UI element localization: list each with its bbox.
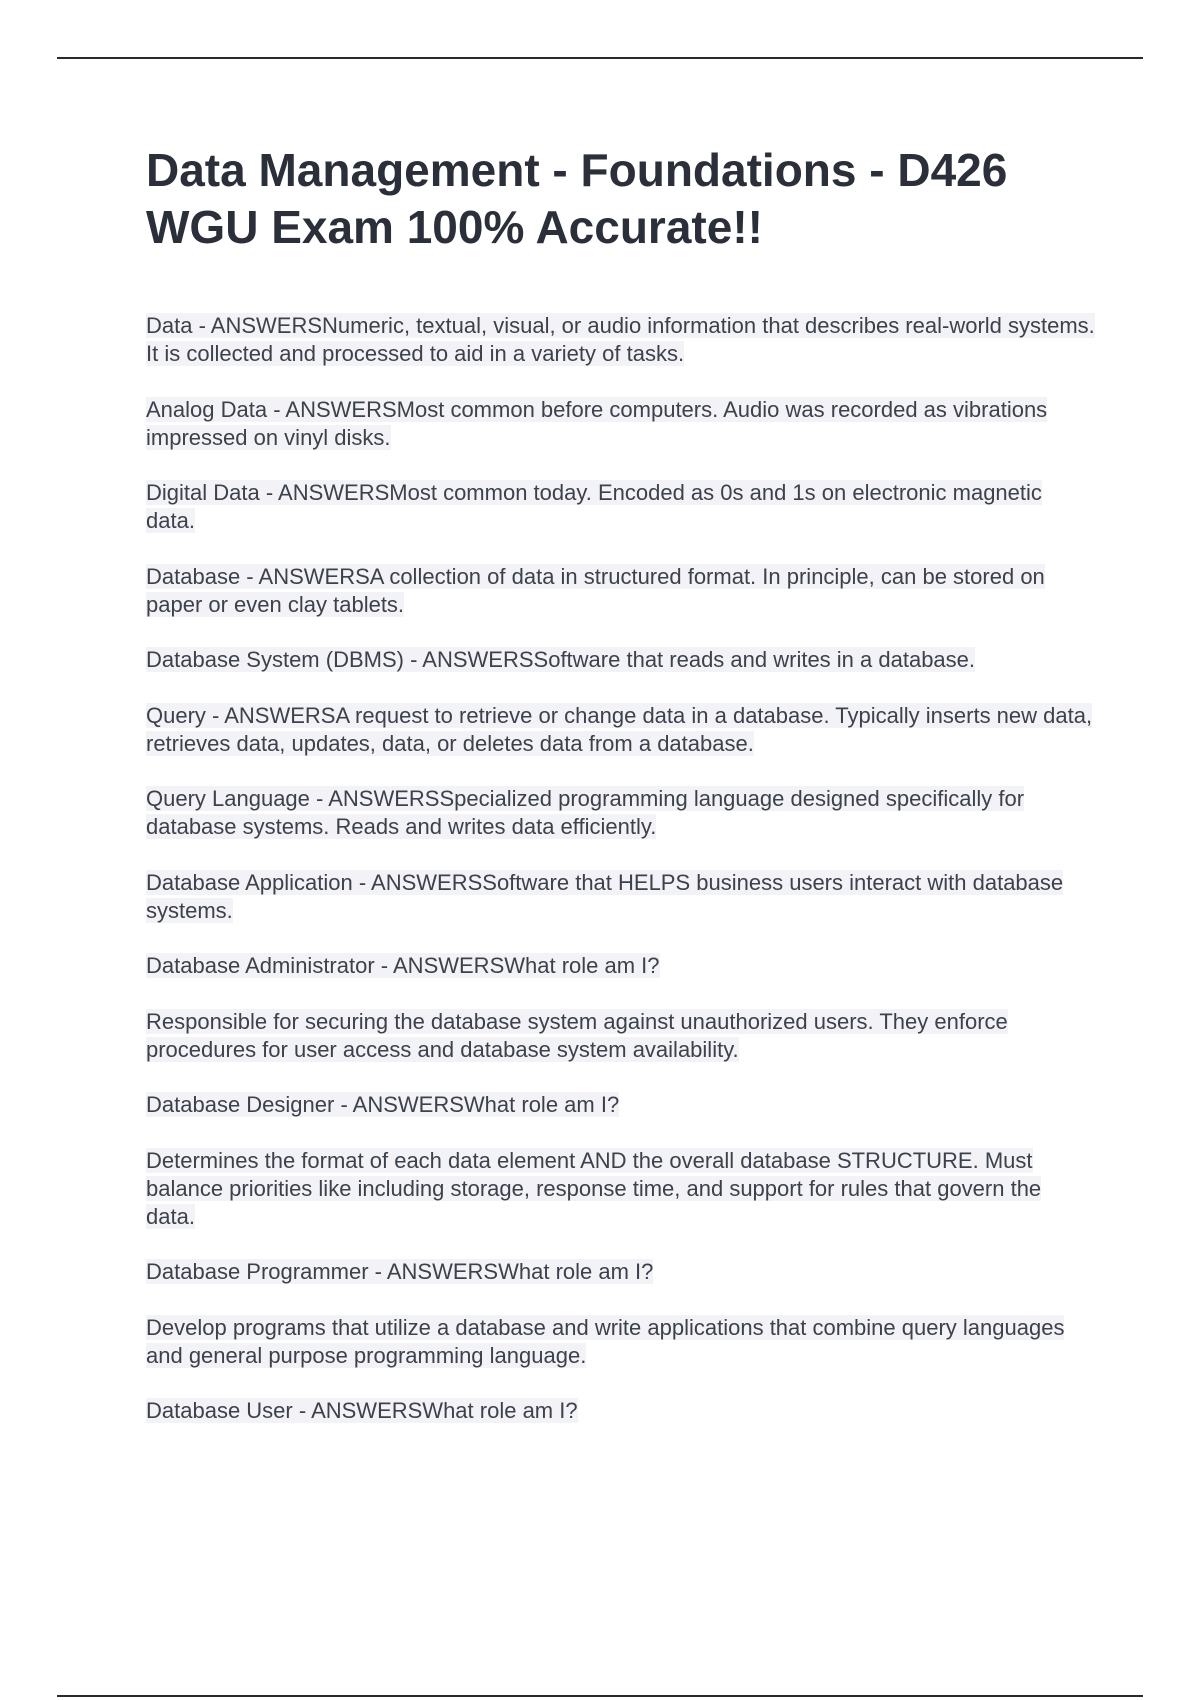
entry-text: Database Programmer - ANSWERSWhat role am I? <box>146 1259 654 1284</box>
qa-entry-query-language <box>146 785 1096 841</box>
qa-entry-data <box>146 312 1096 368</box>
entry-text: Query Language - ANSWERSSpecialized programming language designed specifically for database systems. Reads and writes data efficiently. <box>146 786 1025 839</box>
entry-text: Database Designer - ANSWERSWhat role am I? <box>146 1092 620 1117</box>
entry-text: Database Administrator - ANSWERSWhat role am I? <box>146 953 660 978</box>
qa-entry-designer-description <box>146 1147 1096 1231</box>
qa-entry-database-user <box>146 1397 1096 1425</box>
entry-text: Database Application - ANSWERSSoftware that HELPS business users interact with database systems. <box>146 869 1064 923</box>
qa-entry-administrator-description <box>146 1008 1096 1064</box>
entry-text: Database System (DBMS) - ANSWERSSoftware that reads and writes in a database. <box>146 647 976 672</box>
qa-entry-query <box>146 702 1096 758</box>
entry-text: Develop programs that utilize a database and write applications that combine query languages and general purpose programming language. <box>146 1314 1065 1368</box>
entry-text: Determines the format of each data element AND the overall database STRUCTURE. Must balance priorities like including storage, response time, and support for rules that govern the data. <box>146 1147 1042 1229</box>
qa-list <box>146 312 1096 1453</box>
entry-text: Digital Data - ANSWERSMost common today. Encoded as 0s and 1s on electronic magnetic data. <box>146 480 1042 533</box>
page-title: Data Management - Foundations - D426 WGU Exam 100% Accurate!! <box>146 144 1008 253</box>
entry-text: Database User - ANSWERSWhat role am I? <box>146 1398 578 1423</box>
qa-entry-database-administrator <box>146 952 1096 980</box>
qa-entry-analog-data <box>146 396 1096 452</box>
qa-entry-database <box>146 563 1096 619</box>
qa-entry-database-application <box>146 869 1096 925</box>
qa-entry-digital-data <box>146 479 1096 535</box>
bottom-divider <box>57 1695 1143 1697</box>
top-divider <box>57 57 1143 59</box>
entry-text: Database - ANSWERSA collection of data in structured format. In principle, can be stored on paper or even clay tablets. <box>146 563 1045 617</box>
qa-entry-programmer-description <box>146 1314 1096 1370</box>
entry-text: Analog Data - ANSWERSMost common before computers. Audio was recorded as vibrations impressed on vinyl disks. <box>146 396 1048 450</box>
entry-text: Responsible for securing the database system against unauthorized users. They enforce procedures for user access and database system availability. <box>146 1008 1008 1062</box>
qa-entry-database-programmer <box>146 1258 1096 1286</box>
qa-entry-database-system <box>146 646 1096 674</box>
entry-text: Query - ANSWERSA request to retrieve or change data in a database. Typically inserts new data, retrieves data, updates, data, or deletes data from a database. <box>146 702 1093 756</box>
entry-text: Data - ANSWERSNumeric, textual, visual, or audio information that describes real-world systems. It is collected and processed to aid in a variety of tasks. <box>146 313 1095 366</box>
qa-entry-database-designer <box>146 1091 1096 1119</box>
